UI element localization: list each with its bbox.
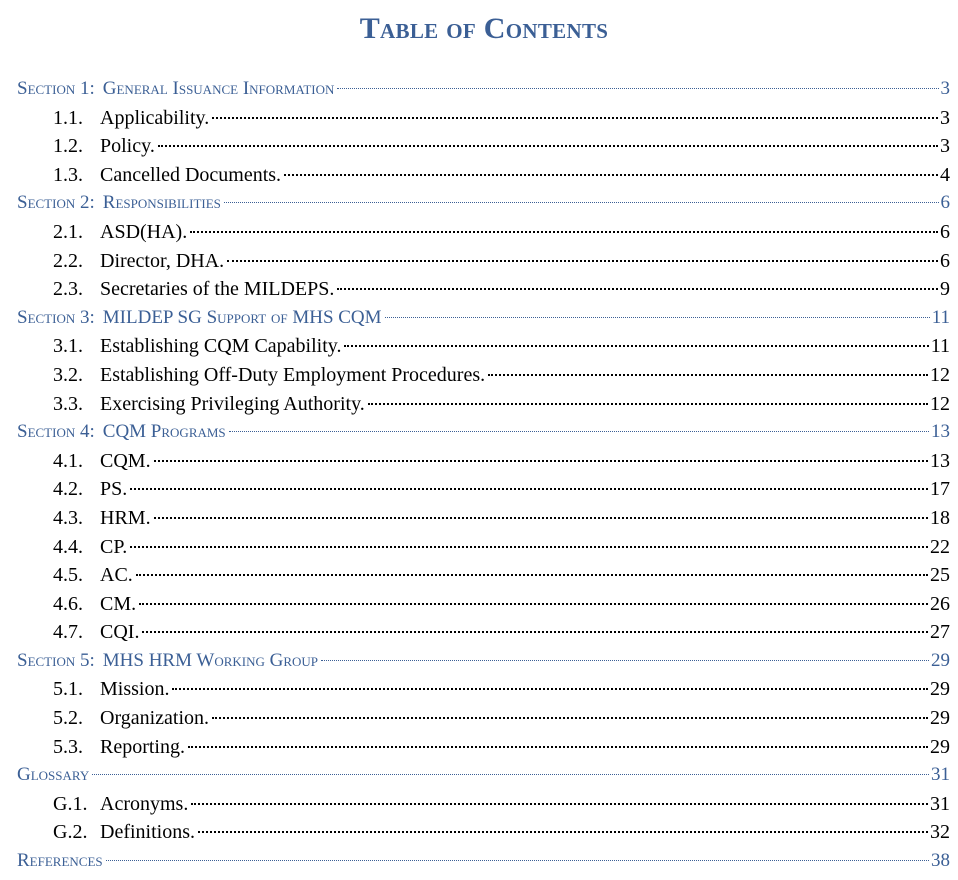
toc-subsection-entry[interactable] — [0, 275, 958, 304]
dot-leader — [139, 603, 928, 605]
toc-page-number: 9 — [940, 278, 950, 301]
toc-subsection-entry[interactable] — [0, 590, 958, 619]
toc-entry-label: Director, DHA. — [100, 249, 225, 272]
toc-subsection-entry[interactable] — [0, 361, 958, 390]
toc-subsection-entry[interactable] — [0, 790, 958, 819]
toc-entry-label: CQM Programs — [102, 421, 226, 443]
toc-page-number: 4 — [940, 163, 950, 186]
toc-subsection-entry[interactable] — [0, 104, 958, 133]
toc-page-number: 3 — [940, 106, 950, 129]
toc-page-number: 17 — [930, 478, 950, 501]
toc-entry-number: 4.4. — [53, 535, 83, 558]
toc-entry-number: 3.2. — [53, 363, 83, 386]
toc-section-entry[interactable] — [0, 418, 958, 447]
toc-page-number: 11 — [931, 306, 950, 328]
toc-entry-label: HRM. — [100, 506, 151, 529]
toc-page-number: 29 — [930, 707, 950, 730]
toc-page-number: 38 — [931, 850, 950, 872]
dot-leader — [321, 660, 929, 661]
toc-entry-label: References — [17, 850, 103, 872]
toc-section-entry[interactable] — [0, 761, 958, 790]
dot-leader — [337, 88, 938, 89]
toc-entry-label: ASD(HA). — [100, 220, 188, 243]
toc-entry-label: Establishing CQM Capability. — [100, 335, 342, 358]
toc-entry-number: 5.3. — [53, 735, 83, 758]
toc-subsection-entry[interactable] — [0, 332, 958, 361]
toc-page-number: 31 — [930, 792, 950, 815]
toc-entry-label: CP. — [100, 535, 128, 558]
toc-entry-number: 4.7. — [53, 621, 83, 644]
toc-subsection-entry[interactable] — [0, 447, 958, 476]
toc-entry-number: Section 2: — [17, 192, 95, 214]
toc-entry-number: Section 1: — [17, 78, 95, 99]
toc-page-number: 13 — [930, 449, 950, 472]
dot-leader — [488, 374, 928, 376]
toc-entry-label: Reporting. — [100, 735, 185, 758]
toc-page-number: 25 — [930, 564, 950, 587]
toc-section-entry[interactable] — [0, 189, 958, 218]
toc-page-number: 6 — [940, 192, 950, 214]
toc-entry-label: Mission. — [100, 678, 170, 701]
toc-entry-number: Section 4: — [17, 421, 95, 443]
toc-entry-number: 4.6. — [53, 592, 83, 615]
toc-entry-label: MHS HRM Working Group — [102, 649, 319, 671]
dot-leader — [130, 546, 928, 548]
toc-page-number: 6 — [940, 249, 950, 272]
toc-entry-number: 2.3. — [53, 278, 83, 301]
toc-page-number: 3 — [940, 135, 950, 158]
toc-entry-number: 2.1. — [53, 220, 83, 243]
toc-entry-label: Policy. — [100, 135, 155, 158]
toc-entry-label: Organization. — [100, 707, 210, 730]
dot-leader — [158, 145, 938, 147]
toc-page-number: 29 — [931, 649, 950, 671]
toc-page-number: 11 — [930, 335, 950, 358]
toc-page-number: 18 — [930, 506, 950, 529]
toc-entry-label: Exercising Privileging Authority. — [100, 392, 365, 415]
dot-leader — [368, 403, 928, 405]
toc-section-entry[interactable] — [0, 304, 958, 333]
dot-leader — [188, 746, 928, 748]
toc-page-number: 29 — [930, 735, 950, 758]
toc-subsection-entry[interactable] — [0, 733, 958, 762]
toc-entry-number: 1.2. — [53, 135, 83, 158]
dot-leader — [337, 288, 938, 290]
toc-entry-label: CQM. — [100, 449, 151, 472]
toc-entry-number: 5.2. — [53, 707, 83, 730]
toc-subsection-entry[interactable] — [0, 247, 958, 276]
toc-section-entry[interactable] — [0, 647, 958, 676]
toc-page-number: 22 — [930, 535, 950, 558]
toc-page-number: 26 — [930, 592, 950, 615]
toc-entry-label: Acronyms. — [100, 792, 189, 815]
toc-subsection-entry[interactable] — [0, 218, 958, 247]
dot-leader — [212, 117, 938, 119]
toc-entry-number: 1.3. — [53, 163, 83, 186]
toc-entry-number: 5.1. — [53, 678, 83, 701]
toc-entry-label: Applicability. — [100, 106, 210, 129]
toc-page-number: 13 — [931, 421, 950, 443]
toc-entry-label: CM. — [100, 592, 137, 615]
toc-entry-number: G.1. — [53, 792, 88, 815]
dot-leader — [284, 174, 938, 176]
dot-leader — [136, 574, 928, 576]
toc-subsection-entry[interactable] — [0, 533, 958, 562]
toc-subsection-entry[interactable] — [0, 504, 958, 533]
toc-entry-label: Responsibilities — [102, 192, 221, 214]
toc-page-number: 32 — [930, 821, 950, 844]
toc-subsection-entry[interactable] — [0, 818, 958, 847]
dot-leader — [190, 231, 938, 233]
dot-leader — [106, 860, 929, 861]
dot-leader — [191, 803, 928, 805]
toc-page-number: 29 — [930, 678, 950, 701]
toc-entry-number: Section 5: — [17, 649, 95, 671]
toc-entry-label: AC. — [100, 564, 133, 587]
page-title: Table of Contents — [359, 12, 609, 45]
toc-subsection-entry[interactable] — [0, 675, 958, 704]
toc-page-number: 31 — [931, 764, 950, 786]
toc-entry-label: General Issuance Information — [102, 78, 335, 99]
toc-entry-label: CQI. — [100, 621, 140, 644]
dot-leader — [212, 717, 928, 719]
toc-entry-number: 4.2. — [53, 478, 83, 501]
toc-entry-number: G.2. — [53, 821, 88, 844]
dot-leader — [92, 774, 929, 775]
dot-leader — [130, 488, 928, 490]
toc-list — [0, 75, 958, 876]
dot-leader — [142, 631, 928, 633]
toc-entry-number: 3.3. — [53, 392, 83, 415]
dot-leader — [229, 431, 929, 432]
toc-entry-label: Cancelled Documents. — [100, 163, 282, 186]
toc-entry-number: 3.1. — [53, 335, 83, 358]
toc-page-number: 12 — [930, 392, 950, 415]
toc-entry-number: 4.5. — [53, 564, 83, 587]
toc-entry-label: Glossary — [17, 764, 90, 786]
toc-subsection-entry[interactable] — [0, 561, 958, 590]
toc-subsection-entry[interactable] — [0, 161, 958, 190]
toc-subsection-entry[interactable] — [0, 704, 958, 733]
toc-subsection-entry[interactable] — [0, 618, 958, 647]
dot-leader — [172, 688, 928, 690]
toc-entry-number: 1.1. — [53, 106, 83, 129]
toc-entry-number: Section 3: — [17, 306, 95, 328]
toc-entry-number: 4.1. — [53, 449, 83, 472]
toc-subsection-entry[interactable] — [0, 132, 958, 161]
toc-page-number: 3 — [940, 78, 950, 99]
toc-section-entry[interactable] — [0, 75, 958, 104]
dot-leader — [344, 345, 928, 347]
dot-leader — [224, 202, 939, 203]
toc-subsection-entry[interactable] — [0, 475, 958, 504]
toc-page-number: 6 — [940, 220, 950, 243]
toc-entry-label: PS. — [100, 478, 128, 501]
dot-leader — [227, 260, 938, 262]
toc-entry-label: Establishing Off-Duty Employment Procedures. — [100, 363, 486, 386]
toc-section-entry[interactable] — [0, 847, 958, 876]
toc-subsection-entry[interactable] — [0, 390, 958, 419]
dot-leader — [198, 831, 928, 833]
toc-entry-number: 2.2. — [53, 249, 83, 272]
toc-entry-label: Secretaries of the MILDEPS. — [100, 278, 335, 301]
toc-page-number: 12 — [930, 363, 950, 386]
toc-entry-number: 4.3. — [53, 506, 83, 529]
toc-page-number: 27 — [930, 621, 950, 644]
dot-leader — [154, 517, 928, 519]
toc-entry-label: MILDEP SG Support of MHS CQM — [102, 306, 382, 328]
dot-leader — [154, 460, 928, 462]
toc-entry-label: Definitions. — [100, 821, 195, 844]
dot-leader — [385, 317, 930, 318]
